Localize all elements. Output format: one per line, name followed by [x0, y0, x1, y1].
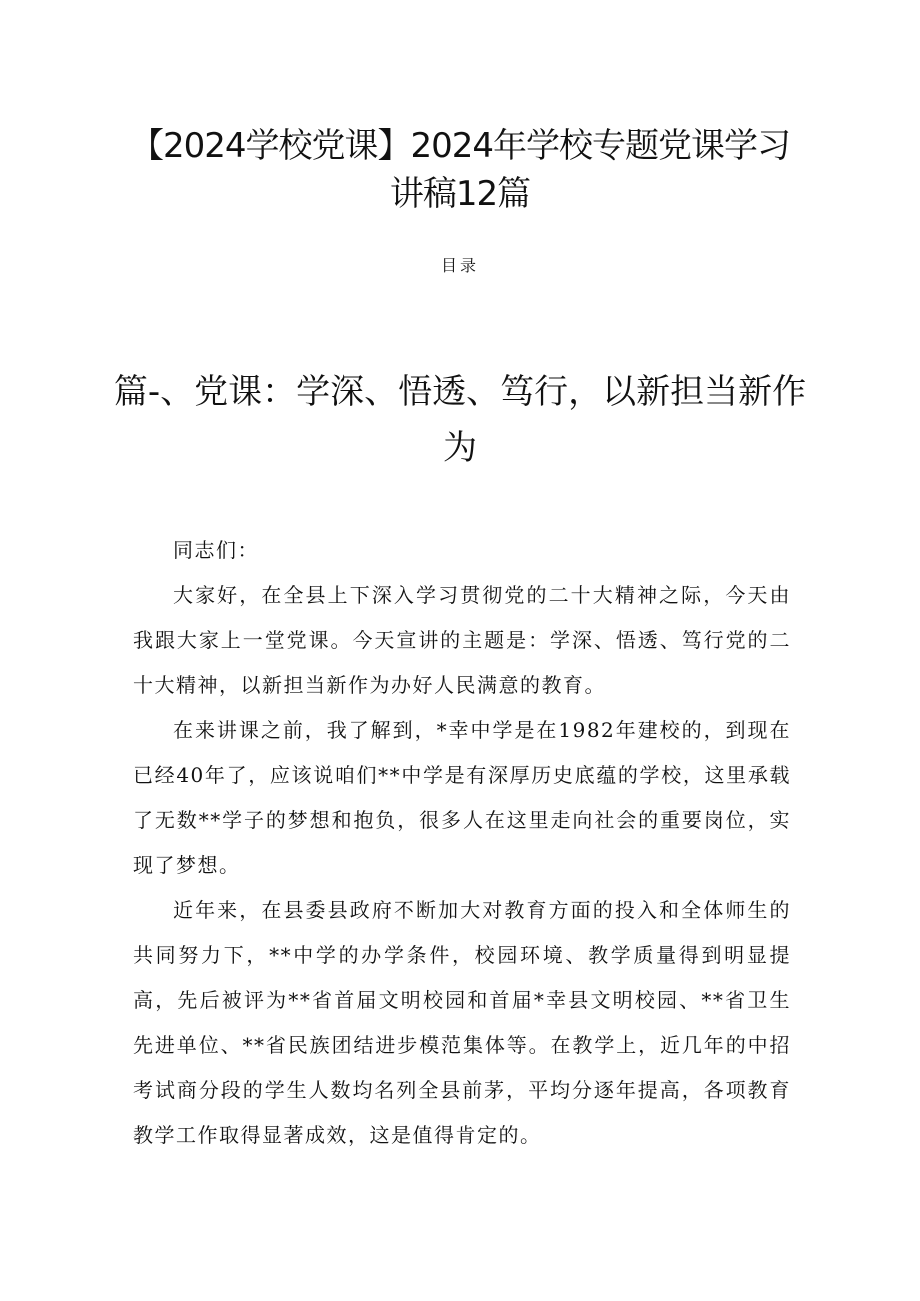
document-body — [133, 528, 791, 1158]
body-paragraph: 在来讲课之前，我了解到，*幸中学是在1982年建校的，到现在已经40年了，应该说咱们**中学是有深厚历史底蕴的学校，这里承载了无数**学子的梦想和抱负，很多人在这里走向社会的重要岗位，实现了梦想。 — [133, 718, 791, 877]
salutation-paragraph: 同志们： — [173, 538, 259, 562]
section-title: 篇-、党课：学深、悟透、笃行，以新担当新作为 — [113, 372, 807, 468]
body-paragraph: 大家好，在全县上下深入学习贯彻党的二十大精神之际，今天由我跟大家上一堂党课。今天宣讲的主题是：学深、悟透、笃行党的二十大精神，以新担当新作为办好人民满意的教育。 — [133, 583, 791, 697]
body-paragraph: 近年来，在县委县政府不断加大对教育方面的投入和全体师生的共同努力下，**中学的办学条件，校园环境、教学质量得到明显提高，先后被评为**省首届文明校园和首届*幸县文明校园、**省卫生先进单位、**省民族团结进步模范集体等。在教学上，近几年的中招考试商分段的学生人数均名列全县前茅，平均分逐年提高，各项教育教学工作取得显著成效，这是值得肯定的。 — [133, 898, 791, 1147]
toc-label: 目录 — [440, 256, 479, 275]
document-title: 【2024学校党课】2024年学校专题党课学习讲稿12篇 — [129, 126, 791, 214]
